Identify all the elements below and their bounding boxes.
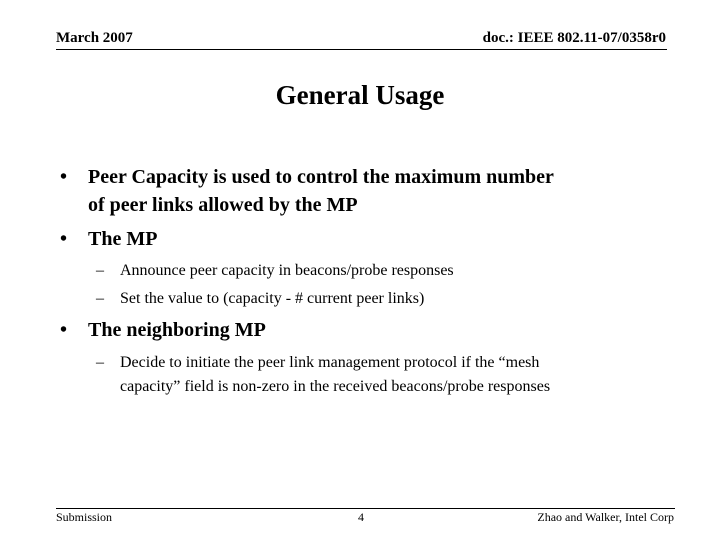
header-rule [56, 49, 667, 50]
sub-marker: – [96, 354, 104, 371]
bullet-marker: • [60, 166, 68, 188]
sub-text-line: Decide to initiate the peer link management protocol if the “mesh [120, 354, 540, 371]
bullet-text-line: Peer Capacity is used to control the maximum number [88, 166, 554, 188]
footer-authors: Zhao and Walker, Intel Corp [537, 510, 674, 524]
footer-page-number: 4 [358, 510, 364, 524]
bullet-text-line: The MP [88, 228, 158, 250]
slide-title: General Usage [275, 80, 445, 110]
sub-text-line: Set the value to (capacity - # current peer links) [120, 290, 425, 307]
sub-marker: – [96, 290, 104, 307]
header-doc-id: doc.: IEEE 802.11-07/0358r0 [482, 30, 666, 46]
bullet-text-line: The neighboring MP [88, 319, 266, 341]
header-date: March 2007 [56, 30, 133, 46]
sub-text-line: capacity” field is non-zero in the received beacons/probe responses [120, 378, 551, 395]
sub-marker: – [96, 262, 104, 279]
bullet-text-line: of peer links allowed by the MP [88, 194, 358, 216]
bullet-marker: • [60, 228, 68, 250]
bullet-marker: • [60, 319, 68, 341]
footer-submission: Submission [56, 510, 113, 524]
sub-text-line: Announce peer capacity in beacons/probe responses [120, 262, 454, 279]
footer-rule [56, 508, 675, 509]
